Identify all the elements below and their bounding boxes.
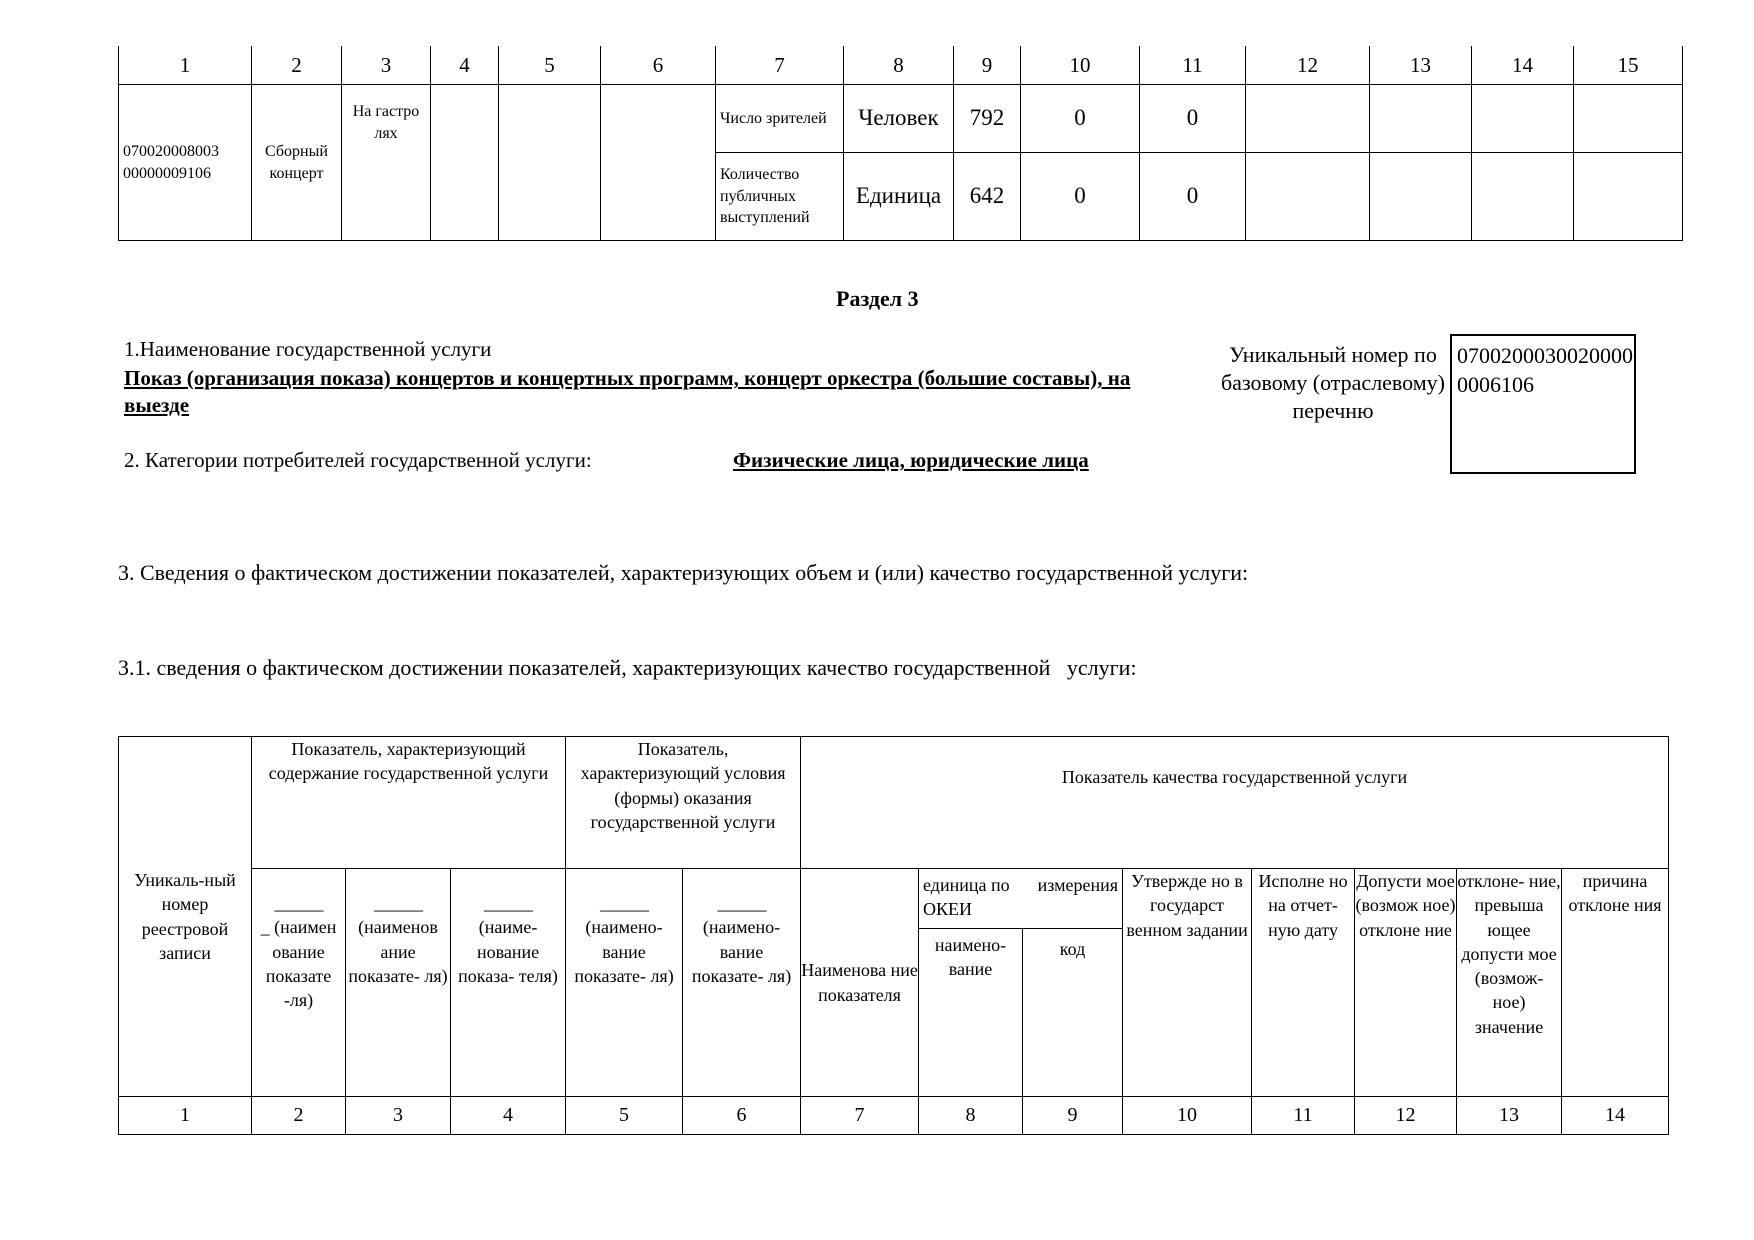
content-header: Показатель, характеризующий содержание государственной услуги (252, 737, 566, 869)
indicator-name-cell: Количество публичных выступлений (716, 153, 844, 241)
subheader-c4-text: (наиме- нование показа- теля) (458, 917, 558, 986)
col-num: 5 (499, 46, 601, 85)
column-number-row (119, 46, 1683, 85)
subheader-c9: код (1023, 929, 1123, 1097)
dash-line: ______ (374, 893, 422, 913)
unique-number-label: Уникальный номер по базовому (отраслевому) перечню (1220, 342, 1446, 424)
subheader-c3 (346, 869, 451, 1097)
col-num: 12 (1355, 1097, 1457, 1135)
col-num: 11 (1252, 1097, 1355, 1135)
subheader-c14: причина отклоне ния (1562, 869, 1669, 1097)
registry-header: Уникаль-ный номер реестровой записи (119, 737, 252, 1097)
paragraph-3-1: 3.1. сведения о фактическом достижении показателей, характеризующих качество государственной услуги: (118, 655, 1137, 680)
subheader-c5 (566, 869, 683, 1097)
empty-cell (1472, 85, 1574, 153)
col-num: 11 (1140, 46, 1246, 85)
subheader-c13: отклоне- ние, превыша ющее допусти мое (возмож- ное) значение (1457, 869, 1562, 1097)
empty-cell (601, 85, 716, 241)
subheader-c8: наимено- вание (919, 929, 1023, 1097)
quality-indicator-table (118, 736, 1669, 1135)
col-num: 5 (566, 1097, 683, 1135)
subheader-row (119, 869, 1669, 929)
col-num: 8 (844, 46, 954, 85)
subheader-c12: Допусти мое (возмож ное) отклоне ние (1355, 869, 1457, 1097)
unit-cell: Человек (844, 85, 954, 153)
value-cell: 642 (954, 153, 1021, 241)
value-cell: 792 (954, 85, 1021, 153)
dash-line: ______ (484, 893, 533, 913)
col-num: 8 (919, 1097, 1023, 1135)
col-num: 9 (954, 46, 1021, 85)
registry-number-cell: 070020008003 00000009106 (119, 85, 252, 241)
col-num: 13 (1457, 1097, 1562, 1135)
dash-line: ______ (274, 893, 323, 913)
service-name: Показ (организация показа) концертов и концертных программ, концерт оркестра (большие составы), на выезде (124, 366, 1131, 418)
subheader-c6-text: (наимено- вание показате- ля) (691, 917, 792, 986)
indicator-name-cell: Число зрителей (716, 85, 844, 153)
c11-cell: 0 (1140, 85, 1246, 153)
col-num: 10 (1123, 1097, 1252, 1135)
col-num: 12 (1246, 46, 1370, 85)
col-num: 7 (716, 46, 844, 85)
empty-cell (1574, 153, 1683, 241)
subheader-c10: Утвержде но в государст венном задании (1123, 869, 1252, 1097)
section-title: Раздел 3 (836, 286, 919, 311)
c10-cell: 0 (1021, 85, 1140, 153)
col-num: 3 (342, 46, 431, 85)
subheader-c7: Наименова ние показателя (801, 869, 919, 1097)
empty-cell (431, 85, 499, 241)
col-num: 2 (252, 1097, 346, 1135)
col-num: 13 (1370, 46, 1472, 85)
column-number-row (119, 1097, 1669, 1135)
subheader-c11: Исполне но на отчет- ную дату (1252, 869, 1355, 1097)
empty-cell (1370, 153, 1472, 241)
unique-number-box: 07002000300200000006106 (1450, 334, 1636, 474)
empty-cell (1574, 85, 1683, 153)
unit-cell: Единица (844, 153, 954, 241)
empty-cell (1246, 85, 1370, 153)
col-num: 9 (1023, 1097, 1123, 1135)
dash-line: ______ (600, 893, 649, 913)
conditions-cell: На гастро лях (342, 85, 431, 241)
col-num: 10 (1021, 46, 1140, 85)
col-num: 1 (119, 46, 252, 85)
subheader-c2 (252, 869, 346, 1097)
empty-cell (1246, 153, 1370, 241)
col-num: 1 (119, 1097, 252, 1135)
subheader-c2-text: _ (наимен ование показате -ля) (260, 917, 337, 1011)
subheader-c4 (451, 869, 566, 1097)
col-num: 4 (451, 1097, 566, 1135)
col-num: 7 (801, 1097, 919, 1135)
paragraph-3: 3. Сведения о фактическом достижении показателей, характеризующих объем и (или) качество государственной услуги: (118, 560, 1249, 585)
unit-header (919, 869, 1123, 929)
indicator-volume-table (118, 46, 1683, 241)
empty-cell (1370, 85, 1472, 153)
unit-header-b: измерения (1037, 875, 1119, 895)
subheader-c5-text: (наимено- вание показате- ля) (574, 917, 674, 986)
consumers-label: 2. Категории потребителей государственной услуги: (124, 448, 592, 472)
unit-header-a: единица по ОКЕИ (923, 875, 1010, 920)
service-name-label: 1.Наименование государственной услуги (124, 337, 492, 361)
dash-line: ______ (717, 893, 766, 913)
col-num: 6 (601, 46, 716, 85)
col-num: 3 (346, 1097, 451, 1135)
col-num: 6 (683, 1097, 801, 1135)
quality-header: Показатель качества государственной услуги (801, 737, 1669, 869)
content-cell: Сборный концерт (252, 85, 342, 241)
c11-cell: 0 (1140, 153, 1246, 241)
conditions-header: Показатель, характеризующий условия (формы) оказания государственной услуги (566, 737, 801, 869)
empty-cell (499, 85, 601, 241)
empty-cell (1472, 153, 1574, 241)
c10-cell: 0 (1021, 153, 1140, 241)
col-num: 14 (1472, 46, 1574, 85)
subheader-c3-text: (наименов ание показате- ля) (348, 917, 448, 986)
header-row (119, 737, 1669, 869)
col-num: 2 (252, 46, 342, 85)
table-row (119, 85, 1683, 153)
col-num: 15 (1574, 46, 1683, 85)
col-num: 14 (1562, 1097, 1669, 1135)
col-num: 4 (431, 46, 499, 85)
subheader-c6 (683, 869, 801, 1097)
consumers-value: Физические лица, юридические лица (733, 448, 1089, 472)
